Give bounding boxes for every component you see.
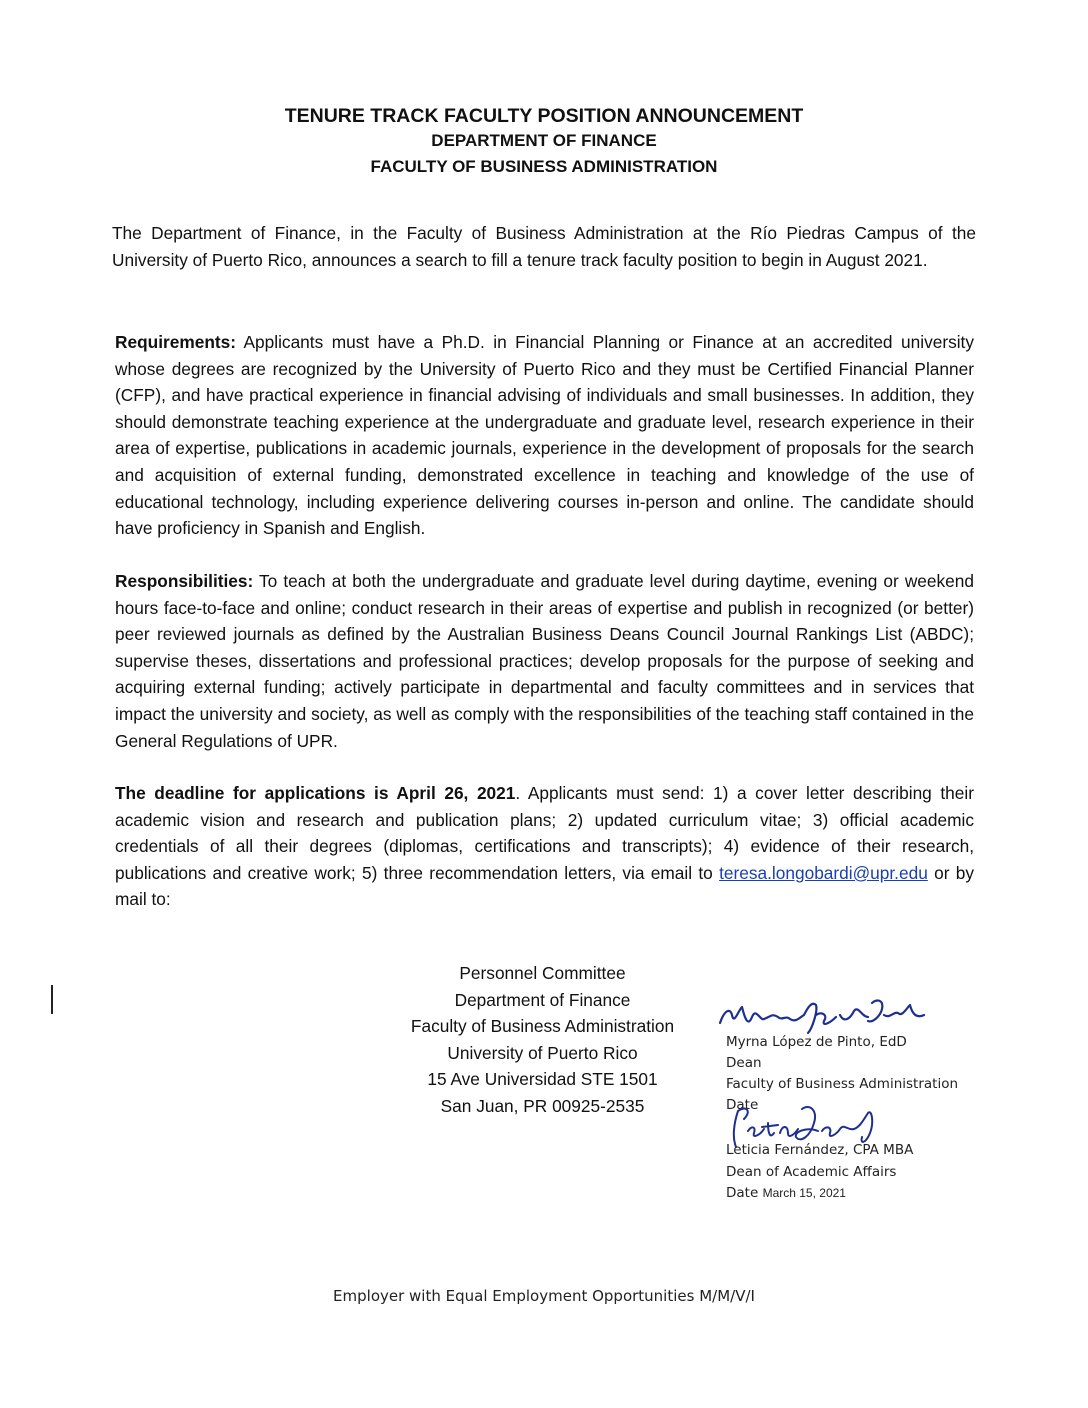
department-heading: DEPARTMENT OF FINANCE bbox=[431, 131, 657, 150]
academic-dean-title: Dean of Academic Affairs bbox=[726, 1164, 897, 1180]
address-line: University of Puerto Rico bbox=[447, 1042, 638, 1063]
mailing-address bbox=[380, 960, 705, 1119]
academic-dean-date-label: Date bbox=[726, 1185, 759, 1201]
deadline-after-email: or by mail to: bbox=[115, 862, 974, 910]
dean-date-label: Date bbox=[726, 1097, 759, 1113]
requirements-paragraph bbox=[115, 329, 974, 542]
academic-dean-name: Leticia Fernández, CPA MBA bbox=[726, 1142, 914, 1158]
academic-dean-date-row bbox=[726, 1187, 846, 1201]
deadline-paragraph bbox=[115, 780, 974, 913]
responsibilities-label: Responsibilities: bbox=[115, 571, 254, 591]
responsibilities-text: To teach at both the undergraduate and graduate level during daytime, evening or weekend hours face-to-face and online; conduct research in their areas of expertise and publish in recognized (or better) peer reviewed journals as defined by the Australian Business Deans Council Journal Rankings List (ABDC); supervise theses, dissertations and professional practices; develop proposals for the purpose of seeking and acquiring external funding; actively participate in departmental and faculty committees and in services that impact the university and society, as well as comply with the responsibilities of the teaching staff contained in the General Regulations of UPR. bbox=[115, 571, 974, 751]
address-line: 15 Ave Universidad STE 1501 bbox=[427, 1069, 658, 1089]
address-line: Personnel Committee bbox=[459, 963, 626, 983]
academic-dean-date-value: March 15, 2021 bbox=[762, 1186, 846, 1200]
address-line: Department of Finance bbox=[454, 989, 631, 1010]
requirements-label: Requirements: bbox=[115, 332, 236, 352]
email-link[interactable]: teresa.longobardi@upr.edu bbox=[719, 862, 928, 883]
text-cursor bbox=[51, 985, 53, 1014]
address-line: Faculty of Business Administration bbox=[410, 1016, 675, 1036]
dean-unit: Faculty of Business Administration bbox=[726, 1076, 959, 1092]
address-line: San Juan, PR 00925-2535 bbox=[440, 1095, 645, 1116]
faculty-heading: FACULTY OF BUSINESS ADMINISTRATION bbox=[370, 157, 718, 176]
dean-name: Myrna López de Pinto, EdD bbox=[726, 1034, 907, 1050]
deadline-text: . Applicants must send: 1) a cover letter describing their academic vision and research and publication plans; 2) updated curriculum vitae; 3) official academic credentials of all their degrees (diplomas, certifications and transcripts); 4) evidence of their research, publications and creative work; 5) three recommendation letters, via email to bbox=[115, 783, 974, 883]
dean-title: Dean bbox=[726, 1055, 762, 1071]
deadline-label: The deadline for applications is April 26, 2021 bbox=[115, 783, 516, 803]
requirements-text: Applicants must have a Ph.D. in Financial Planning or Finance at an accredited university whose degrees are recognized by the University of Puerto Rico and they must be Certified Financial Planner (CFP), and have practical experience in financial advising of individuals and small businesses. In addition, they should demonstrate teaching experience at the undergraduate and graduate level, research experience in their area of expertise, publications in academic journals, experience in the development of proposals for the search and acquisition of external funding, demonstrated excellence in teaching and knowledge of the use of educational technology, including experience delivering courses in-person and online. The candidate should have proficiency in Spanish and English. bbox=[115, 332, 974, 539]
responsibilities-paragraph bbox=[115, 568, 974, 754]
footer-note: Employer with Equal Employment Opportunities M/M/V/I bbox=[333, 1287, 755, 1305]
page-title: TENURE TRACK FACULTY POSITION ANNOUNCEMENT bbox=[284, 105, 804, 127]
intro-paragraph: The Department of Finance, in the Faculty of Business Administration at the Río Piedras Campus of the University of Puerto Rico, announces a search to fill a tenure track faculty position to begin in August 2021. bbox=[112, 223, 976, 270]
